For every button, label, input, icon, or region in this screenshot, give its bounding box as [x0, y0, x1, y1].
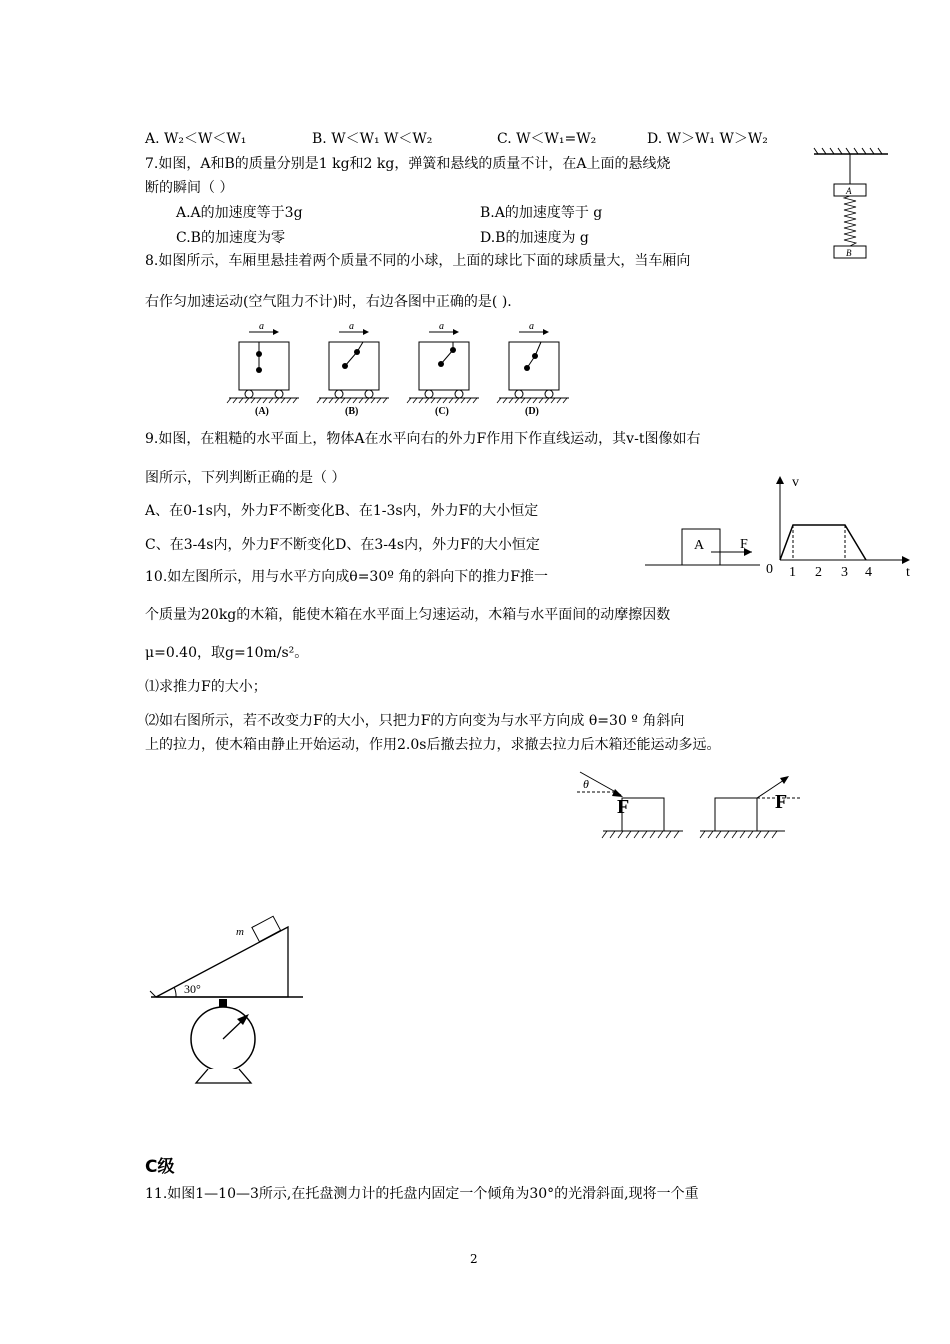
q9-options-ab: A、在0-1s内，外力F不断变化B、在1-3s内，外力F的大小恒定	[145, 503, 539, 519]
vt-graph	[760, 470, 920, 585]
q10-stem-line3: μ=0.40，取g=10m/s²。	[145, 645, 309, 661]
push-force-label: F	[617, 796, 630, 818]
car-label: (D)	[525, 406, 539, 417]
car-label: (B)	[345, 406, 359, 417]
q9-force-label: F	[740, 537, 748, 552]
q10-stem-line1: 10.如左图所示，用与水平方向成θ=30º 角的斜向下的推力F推一	[145, 569, 548, 585]
tick-2: 2	[815, 565, 822, 580]
accel-label: a	[529, 321, 534, 332]
q6-option: B. W＜W₁ W＜W₂	[312, 131, 433, 147]
q10-figures	[575, 768, 815, 843]
q9-stem-line1: 9.如图，在粗糙的水平面上，物体A在水平向右的外力F作用下作直线运动，其v-t图像如右	[145, 431, 701, 447]
q6-option: D. W＞W₁ W＞W₂	[647, 131, 768, 147]
accel-label: a	[349, 321, 354, 332]
v-axis-label: v	[792, 475, 799, 490]
car-label: (C)	[435, 406, 449, 417]
tick-0: 0	[766, 562, 773, 577]
pull-force-label: F	[775, 791, 788, 813]
q10-part1: ⑴求推力F的大小；	[145, 679, 267, 695]
block-a-label: A	[846, 186, 852, 196]
level-c-heading: C级	[145, 1157, 175, 1177]
q7-option-c: C.B的加速度为零	[176, 230, 285, 246]
scale-incline-figure	[148, 915, 308, 1090]
q10-part2-line1: ⑵如右图所示，若不改变力F的大小，只把力F的方向变为与水平方向成 θ=30 º 角斜向	[145, 713, 685, 729]
q7-stem-line1: 7.如图，A和B的质量分别是1 kg和2 kg，弹簧和悬线的质量不计，在A上面的悬线烧	[145, 156, 671, 172]
angle-label: 30°	[184, 982, 201, 996]
q9-block-figure	[640, 520, 780, 570]
car-label: (A)	[255, 406, 269, 417]
tick-3: 3	[841, 565, 848, 580]
car	[407, 321, 479, 417]
accel-label: a	[259, 321, 264, 332]
q8-cars-figure	[225, 318, 585, 418]
t-axis-label: t	[906, 565, 910, 580]
block-b-label: B	[846, 248, 852, 258]
q10-stem-line2: 个质量为20kg的木箱，能使木箱在水平面上匀速运动，木箱与水平面间的动摩擦因数	[145, 607, 671, 623]
tick-4: 4	[865, 565, 872, 580]
spring	[844, 196, 856, 246]
mass-label: m	[236, 926, 244, 938]
q8-stem-line1: 8.如图所示，车厢里悬挂着两个质量不同的小球，上面的球比下面的球质量大，当车厢向	[145, 253, 691, 269]
q9-options-cd: C、在3-4s内，外力F不断变化D、在3-4s内，外力F的大小恒定	[145, 537, 540, 553]
q6-option: A. W₂＜W＜W₁	[145, 131, 247, 147]
accel-label: a	[439, 321, 444, 332]
q10-part2-line2: 上的拉力，使木箱由静止开始运动，作用2.0s后撤去拉力，求撤去拉力后木箱还能运动多远。	[145, 737, 721, 753]
tick-1: 1	[789, 565, 796, 580]
q7-stem-line2: 断的瞬间（ ）	[145, 180, 234, 196]
q9-stem-line2: 图所示，下列判断正确的是（ ）	[145, 470, 346, 486]
q7-option-d: D.B的加速度为 g	[480, 230, 589, 246]
spring-figure	[812, 148, 892, 263]
car	[497, 321, 569, 417]
car	[227, 321, 299, 417]
q8-stem-line2: 右作匀加速运动(空气阻力不计)时，右边各图中正确的是( ).	[145, 294, 512, 310]
car	[317, 321, 389, 417]
page-number: 2	[470, 1252, 478, 1266]
q7-option-b: B.A的加速度等于 g	[480, 205, 603, 221]
q11-line1: 11.如图1—10—3所示,在托盘测力计的托盘内固定一个倾角为30°的光滑斜面,现将一个重	[145, 1186, 699, 1202]
q6-option: C. W＜W₁=W₂	[497, 131, 597, 147]
theta-label: θ	[583, 777, 589, 791]
q7-option-a: A.A的加速度等于3g	[176, 205, 303, 221]
q9-block-label: A	[694, 538, 705, 553]
